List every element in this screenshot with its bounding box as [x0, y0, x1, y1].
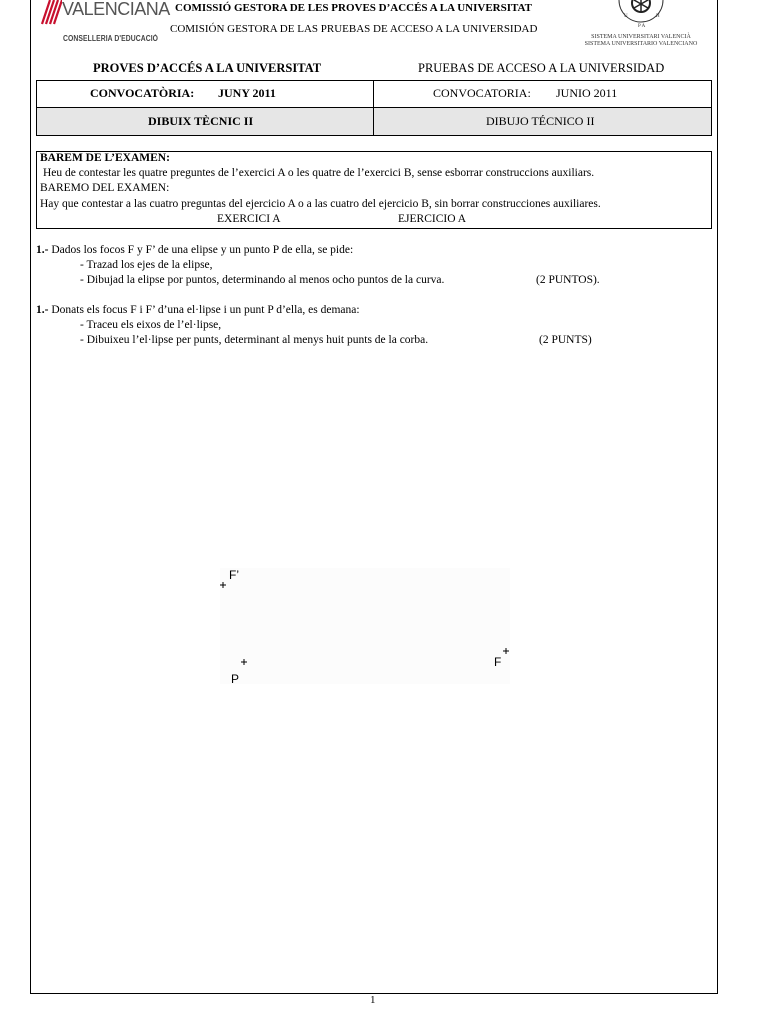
sv-line-1: SISTEMA UNIVERSITARI VALENCIÀ — [591, 34, 691, 40]
barem-text-es: Hay que contestar a las cuatro preguntas del ejercicio A o a las cuatro del ejercicio B, sin borrar construcciones auxiliares. — [40, 198, 601, 210]
gv-logo-name: VALENCIANA — [62, 0, 170, 19]
convocatoria-value-val: JUNY 2011 — [218, 86, 276, 100]
question-es-number: 1.- — [36, 244, 49, 256]
gv-logo — [40, 0, 170, 32]
pruebas-title: PRUEBAS DE ACCESO A LA UNIVERSIDAD — [418, 61, 665, 75]
exercici-label: EXERCICI A — [217, 213, 281, 225]
question-es-item-1: - Trazad los ejes de la elipse, — [80, 259, 213, 271]
subject-val: DIBUIX TÈCNIC II — [148, 114, 254, 128]
header-title-valencian: COMISSIÓ GESTORA DE LES PROVES D’ACCÉS A LA UNIVERSITAT — [175, 2, 532, 14]
convocatoria-value-es: JUNIO 2011 — [556, 86, 618, 100]
figure-region — [220, 568, 510, 684]
label-f-prime: F’ — [229, 568, 239, 582]
convocatoria-label-val: CONVOCATÒRIA: — [90, 86, 195, 100]
svg-text:U: U — [624, 14, 628, 19]
barem-title-es: BAREMO DEL EXAMEN: — [40, 182, 170, 194]
table-col-divider-2 — [373, 108, 374, 136]
university-seal-icon — [616, 0, 666, 30]
svg-text:H: H — [656, 14, 660, 19]
svg-text:P A: P A — [638, 24, 646, 29]
question-val-item-2: - Dibuixeu l’el·lipse per punts, determinant al menys huit punts de la corba. — [80, 334, 429, 346]
question-es-item-2: - Dibujad la elipse por puntos, determinando al menos ocho puntos de la curva. — [80, 274, 445, 286]
subject-es: DIBUJO TÉCNICO II — [486, 114, 595, 128]
label-p: P — [231, 672, 240, 686]
sv-line-2: SISTEMA UNIVERSITARIO VALENCIANO — [584, 41, 698, 47]
ejercicio-label: EJERCICIO A — [398, 213, 467, 225]
header-title-spanish: COMISIÓN GESTORA DE LAS PRUEBAS DE ACCESO A LA UNIVERSIDAD — [170, 23, 538, 35]
proves-title: PROVES D’ACCÉS A LA UNIVERSITAT — [93, 61, 322, 75]
gv-stripes-icon — [40, 0, 62, 26]
barem-text-val: Heu de contestar les quatre preguntes de l’exercici A o les quatre de l’exercici B, sense esborrar construccions auxiliars. — [43, 167, 595, 179]
question-val-text: Donats els focus F i F’ d’una el·lipse i un punt P d’ella, es demana: — [51, 304, 360, 316]
gv-logo-sub: CONSELLERIA D'EDUCACIÓ — [63, 34, 159, 43]
question-val-points: (2 PUNTS) — [539, 334, 592, 346]
label-f: F — [494, 655, 502, 669]
question-es-text: Dados los focos F y F’ de una elipse y un punto P de ella, se pide: — [51, 244, 354, 256]
question-val-number: 1.- — [36, 304, 49, 316]
barem-title-val: BAREM DE L’EXAMEN: — [40, 152, 170, 164]
sv-text — [572, 34, 710, 48]
page-number: 1 — [370, 994, 376, 1006]
question-val-intro — [36, 304, 360, 316]
question-es-intro — [36, 244, 353, 256]
question-es-points: (2 PUNTOS). — [536, 274, 600, 286]
page-frame — [30, 0, 718, 994]
subject-row-bg — [37, 108, 711, 135]
question-val-item-1: - Traceu els eixos de l’el·lipse, — [80, 319, 222, 331]
convocatoria-label-es: CONVOCATORIA: — [433, 86, 531, 100]
